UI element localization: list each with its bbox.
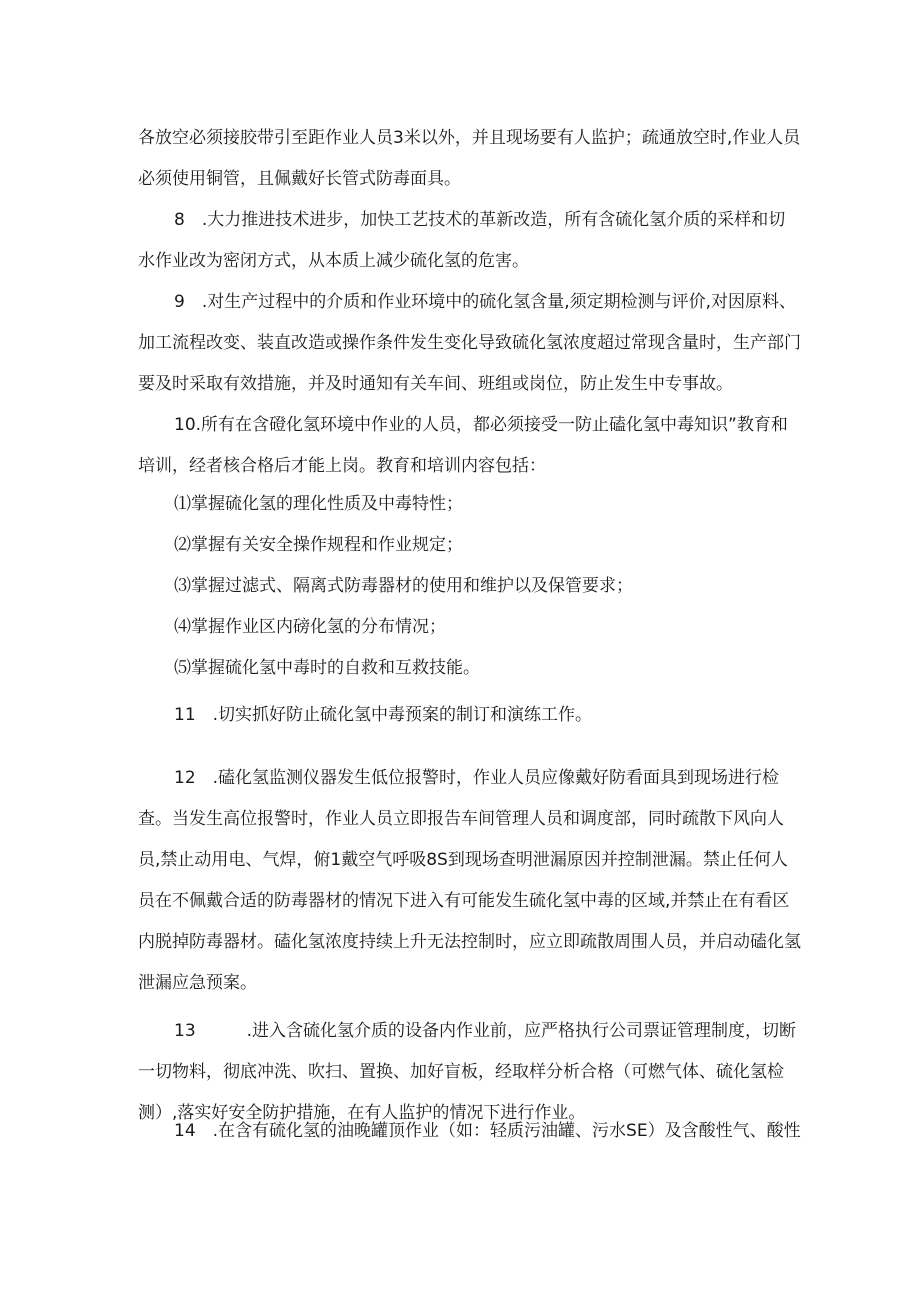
paragraph-11: 11 .切实抓好防止硫化氢中毒预案的制订和演练工作。	[174, 705, 593, 725]
paragraph-9: 9 .对生产过程中的介质和作业环境中的硫化氢含量,须定期检测与评价,对因原料、加工流程改变、装直改造或操作条件发生变化导致硫化氢浓度超过常现含量时，生产部门要及时采取有效措施，并及时通知有关车间、班组或岗位，防止发生中专事故。	[138, 292, 801, 394]
paragraph-12: 12 .磕化氢监测仪器发生低位报警时，作业人员应像戴好防看面具到现场进行检查。当发生高位报警时，作业人员立即报告车间管理人员和调度部，同时疏散下风向人员,禁止动用电、气焊，俯1戴空气呼吸8S到现场查明泄漏原因并控制泄漏。禁止任何人员在不佩戴合适的防毒器材的情况下进入有可能发生硫化氢中毒的区域,并禁止在有看区内脱掉防毒器材。磕化氢浓度持续上升无法控制时，应立即疏散周围人员，并启动磕化氢泄漏应急预案。	[138, 768, 801, 993]
paragraph-13: 13 .进入含硫化氢介质的设备内作业前，应严格执行公司票证管理制度，切断一切物料，彻底冲洗、吹扫、置换、加好盲板，经取样分析合格（可燃气体、硫化氢检测）,落实好安全防护措施，在有人监护的情况下进行作业。	[138, 1021, 797, 1123]
training-item-5: ⑸掌握硫化氢中毒时的自救和互救技能。	[174, 658, 480, 678]
training-item-1: ⑴掌握硫化氢的理化性质及中毒特性；	[174, 494, 463, 514]
training-item-2: ⑵掌握有关安全操作规程和作业规定；	[174, 535, 463, 555]
paragraph-7-continued: 各放空必须接胶带引至距作业人员3米以外，并且现场要有人监护；疏通放空时,作业人员必须使用铜管，且佩戴好长管式防毒面具。	[138, 128, 801, 189]
training-item-4: ⑷掌握作业区内磅化氢的分布情况；	[174, 617, 446, 637]
paragraph-10: 10.所有在含磴化氢环境中作业的人员，都必须接受一防止磕化氢中毒知识”教育和培训，经者核合格后才能上岗。教育和培训内容包括：	[138, 415, 788, 476]
paragraph-14: 14 .在含有硫化氢的油晚罐顶作业（如：轻质污油罐、污水SE）及含酸性气、酸性	[174, 1121, 801, 1141]
paragraph-8: 8 .大力推进技术进步，加快工艺技术的革新改造，所有含硫化氢介质的采样和切水作业改为密闭方式，从本质上减少硫化氢的危害。	[138, 210, 786, 271]
training-item-3: ⑶掌握过滤式、隔离式防毒器材的使用和维护以及保管要求；	[174, 576, 633, 596]
